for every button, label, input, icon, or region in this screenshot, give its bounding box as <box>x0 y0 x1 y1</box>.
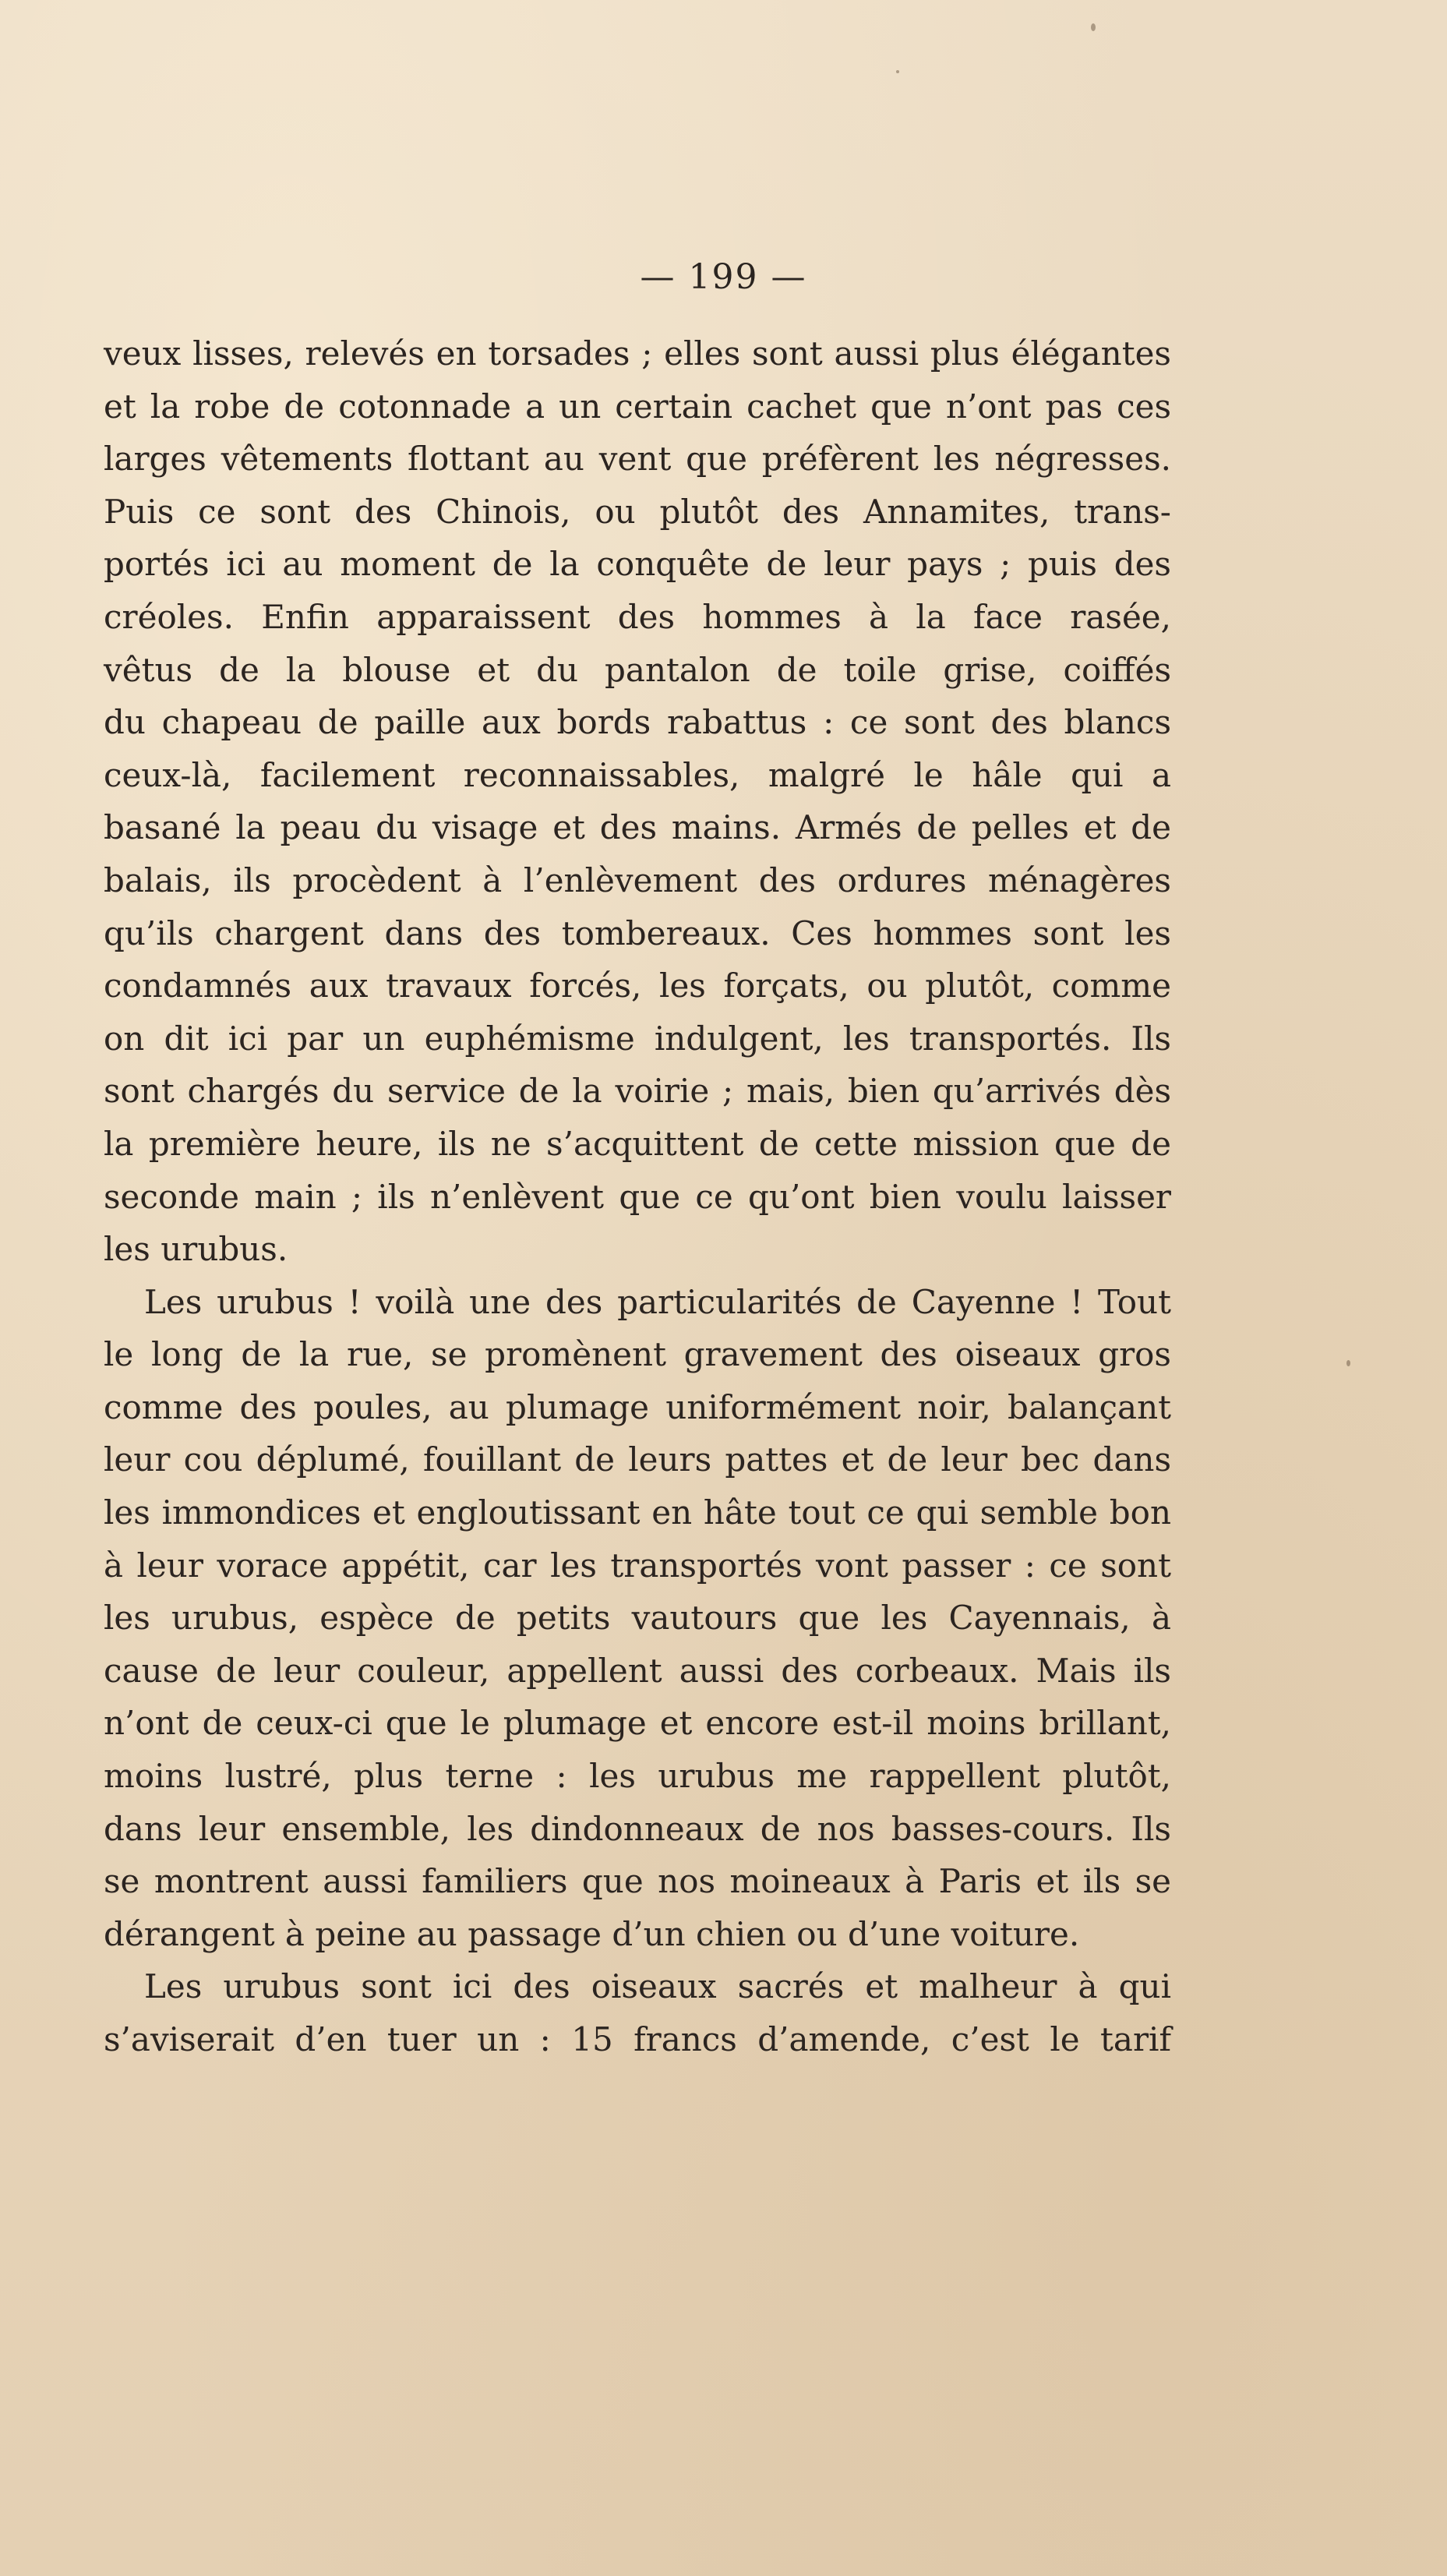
text-line: la première heure, ils ne s’acquittent de cette mission que de <box>104 1124 1171 1163</box>
paper-speck <box>1091 23 1096 31</box>
text-line: moins lustré, plus terne : les urubus me rappellent plutôt, <box>104 1757 1171 1796</box>
text-line: les immondices et engloutissant en hâte tout ce qui semble bon <box>104 1493 1171 1532</box>
text-line: balais, ils procèdent à l’enlèvement des ordures ménagères <box>104 860 1171 899</box>
text-line: Puis ce sont des Chinois, ou plutôt des Annamites, trans- <box>104 492 1171 531</box>
text-line: ceux-là, facilement reconnaissables, malgré le hâle qui a <box>104 755 1171 794</box>
paper-speck <box>896 70 899 73</box>
text-line: et la robe de cotonnade a un certain cachet que n’ont pas ces <box>104 387 1171 426</box>
text-line: Les urubus ! voilà une des particularités de Cayenne ! Tout <box>144 1282 1171 1321</box>
text-line: le long de la rue, se promènent gravement des oiseaux gros <box>104 1335 1171 1374</box>
text-line: dans leur ensemble, les dindonneaux de nos basses-cours. Ils <box>104 1809 1171 1848</box>
text-line: qu’ils chargent dans des tombereaux. Ces hommes sont les <box>104 913 1171 952</box>
text-line: cause de leur couleur, appellent aussi des corbeaux. Mais ils <box>104 1651 1171 1690</box>
text-line: portés ici au moment de la conquête de leur pays ; puis des <box>104 545 1171 584</box>
text-line: basané la peau du visage et des mains. Armés de pelles et de <box>104 808 1171 847</box>
text-line: s’aviserait d’en tuer un : 15 francs d’amende, c’est le tarif <box>104 2020 1171 2058</box>
text-line: Les urubus sont ici des oiseaux sacrés et malheur à qui <box>144 1967 1171 2006</box>
text-line: condamnés aux travaux forcés, les forçats, ou plutôt, comme <box>104 966 1171 1005</box>
text-line: du chapeau de paille aux bords rabattus : ce sont des blancs <box>104 703 1171 742</box>
text-line: vêtus de la blouse et du pantalon de toile grise, coiffés <box>104 650 1171 689</box>
text-line: comme des poules, au plumage uniformément noir, balançant <box>104 1387 1171 1426</box>
text-line: veux lisses, relevés en torsades ; elles sont aussi plus élégantes <box>104 334 1171 373</box>
page-number: — 199 — <box>640 257 807 297</box>
text-line: larges vêtements flottant au vent que préfèrent les négresses. <box>104 440 1171 479</box>
text-line: les urubus. <box>104 1230 288 1269</box>
text-line: seconde main ; ils n’enlèvent que ce qu’ont bien voulu laisser <box>104 1177 1171 1216</box>
text-line: leur cou déplumé, fouillant de leurs pattes et de leur bec dans <box>104 1440 1171 1479</box>
text-line: n’ont de ceux-ci que le plumage et encore est-il moins brillant, <box>104 1704 1171 1743</box>
paper-speck <box>1346 1360 1350 1366</box>
text-line: on dit ici par un euphémisme indulgent, les transportés. Ils <box>104 1019 1171 1058</box>
body-text <box>104 327 1171 2066</box>
text-line: créoles. Enfin apparaissent des hommes à la face rasée, <box>104 597 1171 636</box>
text-line: à leur vorace appétit, car les transportés vont passer : ce sont <box>104 1546 1171 1585</box>
text-line: dérangent à peine au passage d’un chien ou d’une voiture. <box>104 1914 1080 1953</box>
text-line: les urubus, espèce de petits vautours que les Cayennais, à <box>104 1599 1171 1638</box>
text-line: se montrent aussi familiers que nos moineaux à Paris et ils se <box>104 1862 1171 1901</box>
text-line: sont chargés du service de la voirie ; mais, bien qu’arrivés dès <box>104 1072 1171 1111</box>
